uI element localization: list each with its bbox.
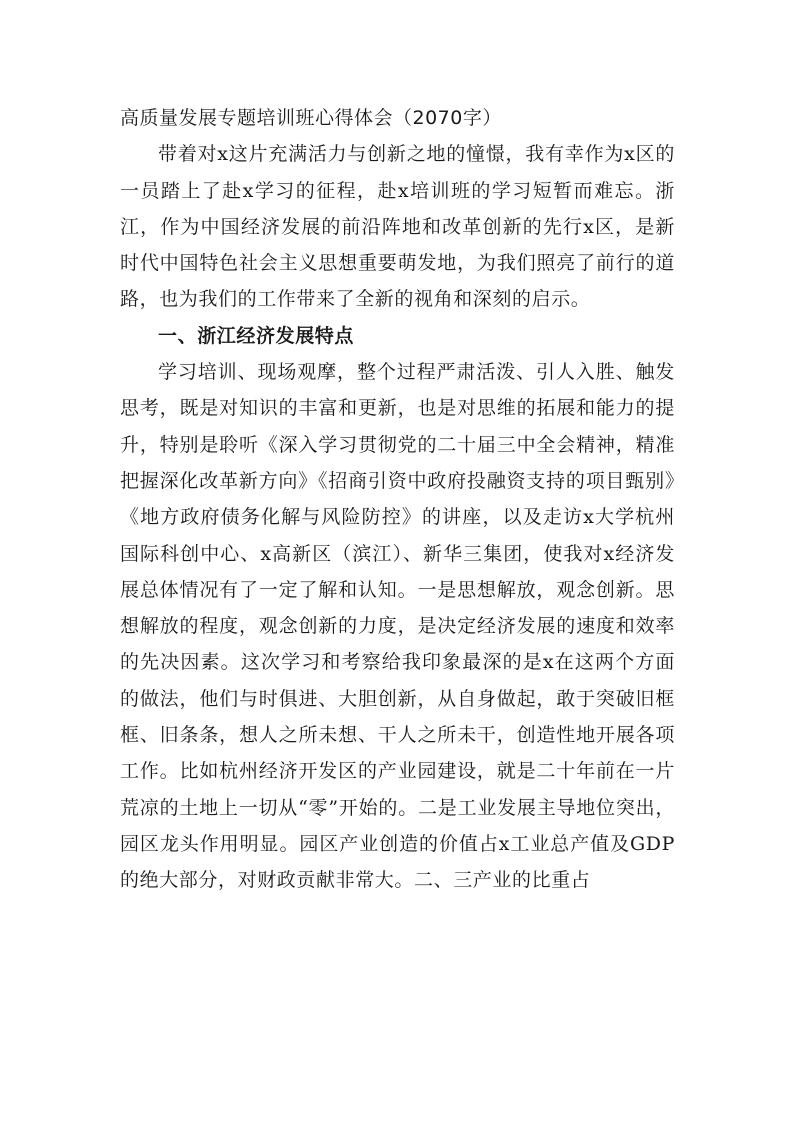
section-paragraph: 学习培训、现场观摩，整个过程严肃活泼、引人入胜、触发思考，既是对知识的丰富和更新，也是对思维的拓展和能力的提升，特别是聆听《深入学习贯彻党的二十届三中全会精神，精准把握深化改革新方向》《招商引资中政府投融资支持的项目甄别》《地方政府债务化解与风险防控》的讲座，以及走访x大学杭州国际科创中心、x高新区（滨江）、新华三集团，使我对x经济发展总体情况有了一定了解和认知。一是思想解放，观念创新。思想解放的程度，观念创新的力度，是决定经济发展的速度和效率的先决因素。这次学习和考察给我印象最深的是x在这两个方面的做法，他们与时俱进、大胆创新，从自身做起，敢于突破旧框框、旧条条，想人之所未想、干人之所未干，创造性地开展各项工作。比如杭州经济开发区的产业园建设，就是二十年前在一片荒凉的土地上一切从“零”开始的。二是工业发展主导地位突出，园区龙头作用明显。园区产业创造的价值占x工业总产值及GDP的绝大部分，对财政贡献非常大。二、三产业的比重占 <box>120 361 675 892</box>
intro-paragraph: 带着对x这片充满活力与创新之地的憧憬，我有幸作为x区的一员踏上了赴x学习的征程，赴x培训班的学习短暂而难忘。浙江，作为中国经济发展的前沿阵地和改革创新的先行x区，是新时代中国特色社会主义思想重要萌发地，为我们照亮了前行的道路，也为我们的工作带来了全新的视角和深刻的启示。 <box>120 143 675 311</box>
document-body <box>120 100 675 899</box>
section-heading: 一、浙江经济发展特点 <box>158 324 355 347</box>
document-title: 高质量发展专题培训班心得体会（2070字） <box>120 107 502 129</box>
